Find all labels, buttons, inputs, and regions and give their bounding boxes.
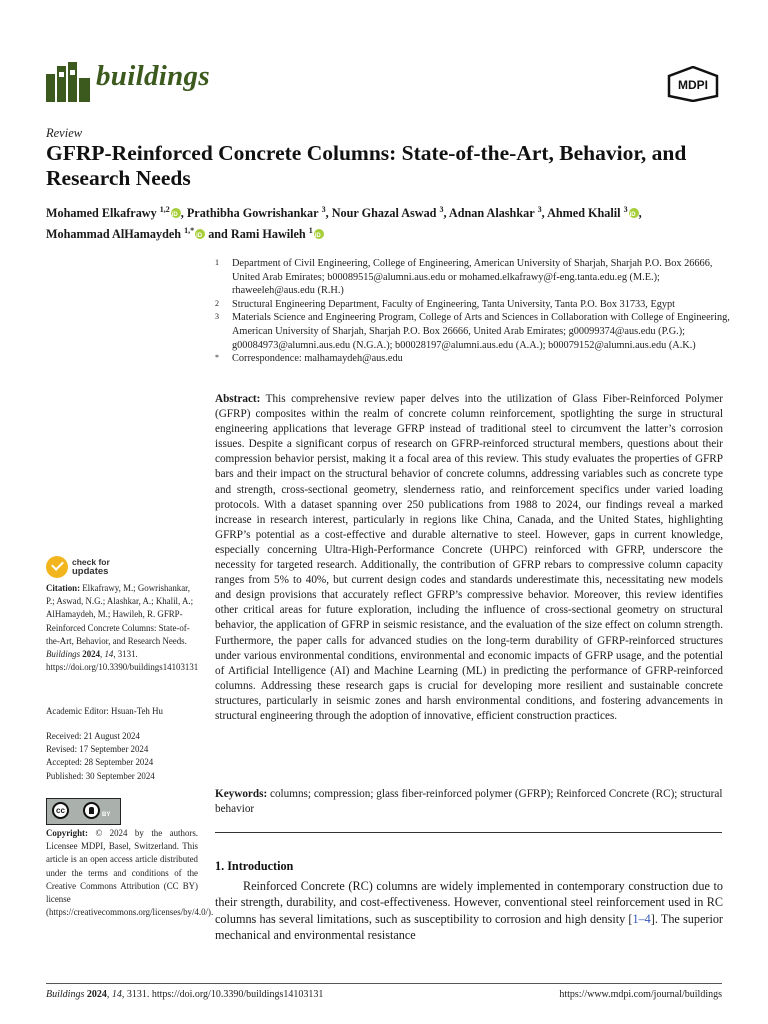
buildings-logo-icon — [46, 62, 90, 102]
attribution-icon — [83, 802, 100, 819]
footer-journal-url[interactable]: https://www.mdpi.com/journal/buildings — [559, 989, 722, 1000]
affiliation-item: 2 Structural Engineering Department, Faculty of Engineering, Tanta University, Tanta P.O. Box 31733, Egypt — [215, 298, 676, 310]
footer-doi-link[interactable]: , 3131. https://doi.org/10.3390/buildings14103131 — [121, 989, 324, 1000]
author-list: Mohamed Elkafrawy $^{1,2}$iD , Prathibha Gowrishankar $^3$, Nour Ghazal Aswad $^3$, Adnan Alashkar $^3$, Ahmed Khalil $^3$iD , Mohammad AlHamaydeh $^{1,*}$iD and Rami Hawileh $^1$iD — [46, 201, 736, 243]
article-title: GFRP-Reinforced Concrete Columns: State-of-the-Art, Behavior, and Research Needs — [46, 141, 687, 190]
author-name[interactable]: Rami Hawileh — [230, 227, 306, 242]
section-heading: 1. Introduction — [215, 859, 294, 873]
abstract-text: This comprehensive review paper delves into the utilization of Glass Fiber-Reinforced Polymer (GFRP) composites within the realm of concrete column reinforcement, spotlighting the surge in structural engineering applications that leverage GFRP instead of traditional steel to circumvent the latter’s corrosion issues. Despite a significant corpus of research on GFRP-reinforced structural members, questions about their compression behavior persist, making it a focal area of this review. This study evaluates the properties of GFRP bars and their impact on the structural behavior of concrete columns, addressing variables such as concrete type and strength, cross-sectional geometry, slenderness ratio, and reinforcement specifics under varied loading protocols. With a dataset spanning over 250 publications from 1988 to 2024, our findings reveal a marked increase in research interest, particularly in regions like China, Canada, and the United States, highlighting GFRP’s potential as a cost-effective and durable alternative to steel. However, gaps in current knowledge, especially concerning Ultra-High-Performance Concrete (UHPC) reinforced with GFRP, underscore the necessity for targeted research. Additionally, the contribution of GFRP rebars to compressive column capacity ranges from 5% to 40%, but current design codes and standards underestimate this, necessitating new models and design provisions that accurately reflect GFRP’s compressive behavior. Moreover, this review identifies other critical areas for future exploration, including the influence of cross-sectional geometry on structural behavior, the application of GFRP in seismic resistance, and the evaluation of the size effect on column strength. Furthermore, the paper calls for advanced studies on the long-term durability of GFRP-reinforced structures under various environmental conditions, environmental and economic impacts of GFRP usage, and the potential of Artificial Intelligence (AI) and Machine Learning (ML) in predicting the performance of GFRP-reinforced columns. Addressing these research gaps is crucial for developing more resilient and sustainable concrete structures, particularly in seismic zones and harsh environmental conditions, and fostering advancements in structural engineering through the adoption of innovative, efficient construction practices. — [215, 393, 723, 722]
affiliations — [215, 257, 735, 366]
affiliation-item: 1 Department of Civil Engineering, College of Engineering, American University of Sharjah, Sharjah P.O. Box 26666, United Arab Emirates; b00089515@alumni.aus.edu or mohamed.elkafrawy@f-eng.tanta.edu.eg (M.E.); rhaweeleh@aus.edu (R.H.) — [215, 258, 713, 297]
dates-block: Received: 21 August 2024 Revised: 17 September 2024 Accepted: 28 September 2024 Published: 30 September 2024 — [46, 731, 155, 781]
author-name[interactable]: Mohammad AlHamaydeh — [46, 227, 182, 242]
mdpi-logo-icon[interactable] — [667, 66, 719, 102]
abstract — [215, 392, 723, 724]
affiliation-item: 3 Materials Science and Engineering Program, College of Arts and Sciences in Collaboration with College of Engineering, American University of Sharjah, Sharjah P.O. Box 26666, United Arab Emirates; g00099374@aus.edu (P.G.); g00084973@alumni.aus.edu (N.G.A.); b00028197@alumni.aus.edu (A.A.); b00079152@alumni.aus.edu (A.K.) — [215, 312, 730, 351]
author-name[interactable]: Prathibha Gowrishankar — [186, 206, 319, 221]
author-name[interactable]: Adnan Alashkar — [448, 206, 535, 221]
citation-link[interactable]: 1–4 — [632, 911, 651, 926]
check-icon — [46, 556, 68, 578]
citation-doi-link[interactable]: , 3131. https://doi.org/10.3390/buildings14103131 — [46, 649, 199, 673]
abstract-label: Abstract: — [215, 393, 261, 405]
keywords — [215, 787, 723, 817]
cc-icon: cc — [52, 802, 69, 819]
orcid-icon[interactable] — [171, 208, 181, 218]
orcid-icon[interactable] — [195, 229, 205, 239]
divider — [215, 832, 722, 833]
keywords-label: Keywords: — [215, 788, 268, 800]
article-type: Review — [46, 126, 83, 140]
svg-text:MDPI: MDPI — [678, 78, 708, 92]
keywords-text: columns; compression; glass fiber-reinforced polymer (GFRP); Reinforced Concrete (RC); structural behavior — [215, 788, 723, 816]
journal-name: buildings — [96, 60, 210, 92]
footer-citation: Buildings 2024, 14, 3131. https://doi.org/10.3390/buildings14103131 — [46, 989, 324, 1000]
check-for-updates-button[interactable]: check for updates — [46, 556, 161, 580]
orcid-icon[interactable] — [629, 208, 639, 218]
correspondence: * Correspondence: malhamaydeh@aus.edu — [215, 353, 403, 365]
citation-block: Citation: Elkafrawy, M.; Gowrishankar, P.; Aswad, N.G.; Alashkar, A.; Khalil, A.; AlHamaydeh, M.; Hawileh, R. GFRP-Reinforced Concrete Columns: State-of-the-Art, Behavior, and Research Needs. Buildings 2024, 14, 3131. https://doi.org/10.3390/buildings14103131 — [46, 583, 199, 673]
author-name[interactable]: Mohamed Elkafrawy — [46, 206, 157, 221]
orcid-icon[interactable] — [314, 229, 324, 239]
academic-editor: Academic Editor: Hsuan-Teh Hu — [46, 706, 163, 716]
copyright-notice: Copyright: © 2024 by the authors. Licensee MDPI, Basel, Switzerland. This article is an open access article distributed under the terms and conditions of the Creative Commons Attribution (CC BY) license (https://creativecommons.org/licenses/by/4.0/). — [46, 828, 214, 918]
author-name[interactable]: Nour Ghazal Aswad — [331, 206, 437, 221]
cc-by-license-badge[interactable]: cc BY — [46, 798, 121, 825]
intro-paragraph: Reinforced Concrete (RC) columns are widely implemented in contemporary construction due to their strength, durability, and cost-effectiveness. However, conventional steel reinforcement used in RC columns has several limitations, such as susceptibility to corrosion and high density [1–4]. The superior mechanical and environmental resistance — [215, 879, 723, 943]
footer-divider — [46, 983, 722, 984]
author-name[interactable]: Ahmed Khalil — [547, 206, 621, 221]
